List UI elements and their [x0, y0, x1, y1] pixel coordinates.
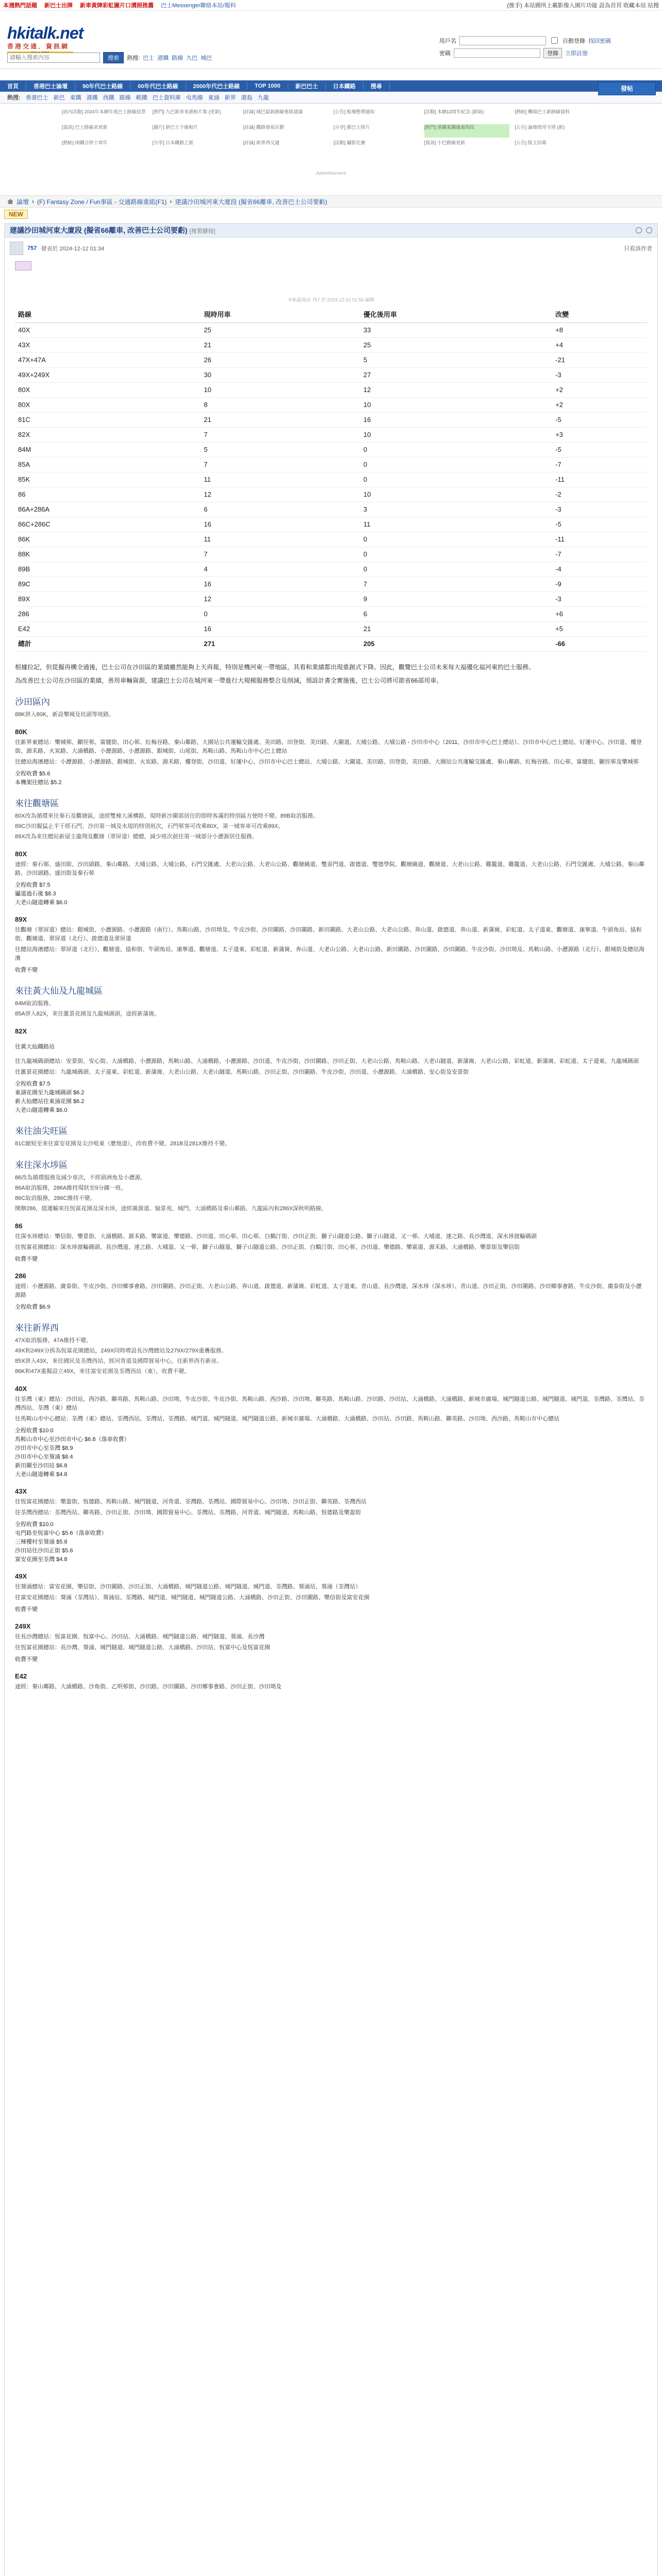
table-cell: 86K	[15, 532, 201, 547]
fare-line: 全程收費 $10.0	[15, 1428, 54, 1434]
banner-link[interactable]: [站內活動] 2024年本網年度巴士路線投票	[62, 109, 146, 114]
fare-block	[15, 1520, 647, 1564]
breadcrumb	[0, 195, 662, 208]
table-cell: 0	[360, 472, 552, 487]
table-cell: 25	[360, 338, 552, 353]
banner-link[interactable]: [公告] 版主招募	[515, 140, 547, 145]
nav-item[interactable]: 日本鐵路	[326, 82, 363, 90]
banner-link[interactable]: [活動] 本網13周年紀念 (新貼)	[424, 109, 484, 114]
fare-line: 馬鞍山市中心至沙田市中心 $6.8（落車收費）	[15, 1436, 130, 1443]
hot-tag[interactable]: 路線	[172, 55, 184, 61]
route-tag: 往黃大仙鐵路站	[15, 1044, 55, 1050]
table-row	[15, 353, 647, 368]
table-cell: 16	[201, 517, 360, 532]
table-row	[15, 577, 647, 592]
nav-item[interactable]: 新巴巴士	[288, 82, 326, 90]
forgot-password-link[interactable]: 找回密碼	[588, 38, 611, 44]
fare-line: 大老山隧道轉乘 $6.0	[15, 1107, 68, 1113]
home-icon[interactable]	[7, 199, 13, 204]
table-header: 現時用車	[201, 307, 360, 323]
table-cell: 6	[360, 607, 552, 622]
table-cell: 7	[201, 457, 360, 472]
logo-subtitle: 香港交通．資訊網	[7, 43, 70, 50]
subnav-item[interactable]: 東鐵	[70, 95, 81, 101]
section-heading: 來往新界西	[15, 1323, 59, 1333]
nav-item[interactable]: 首頁	[0, 82, 26, 90]
search-button[interactable]: 搜索	[103, 52, 124, 63]
hot-tag[interactable]: 巴士	[143, 55, 155, 61]
fare-line: 收費不變	[15, 1256, 38, 1262]
username-input[interactable]	[459, 36, 546, 45]
main-nav	[0, 80, 662, 92]
route-direction: 往荃灣西總站：荃灣西站、聯英路、沙田正街、沙田坳、國際貿易中心、荃灣站、荃灣路、河背道、城門隧道、馬鞍山路、恆德路及樂盈街	[15, 1510, 361, 1516]
banner-links	[0, 104, 662, 158]
table-cell: 27	[360, 368, 552, 383]
table-cell: 10	[201, 383, 360, 398]
fare-line: 大老山隧道轉乘 $6.0	[15, 900, 68, 906]
table-cell: 21	[360, 622, 552, 637]
subnav-item[interactable]: 東涌	[208, 95, 220, 101]
section-summary: 81C縮短至來往富安花園及尖沙咀東（麼地道），改收費不變。281B及281X維持不變。	[15, 1141, 231, 1147]
login-box	[439, 36, 656, 61]
table-cell: 12	[360, 383, 552, 398]
route-code: 286	[15, 1272, 26, 1280]
table-cell: 82X	[15, 428, 201, 443]
hot-tag[interactable]: 港鐵	[157, 55, 169, 61]
route-direction: 往荃灣（東）總站：沙田站、西沙路、聯英路、馬鞍山路、沙田坳、牛皮沙街、牛皮沙街、馬鞍山路、西沙路、沙田坳、聯英路、馬鞍山路、沙田路、沙田站、大涌橋路、大涌橋路、新城市廣場、城門隧道公路、城門隧道、城門道、荃灣路、荃灣站、荃灣西站、荃灣（東）總站	[15, 1396, 644, 1411]
table-cell: -7	[552, 457, 647, 472]
table-cell: -66	[552, 637, 647, 652]
banner-link[interactable]: [分享] 日本鐵路之旅	[152, 140, 194, 145]
route-direction: 往深水埗總站：樂信街、樂景街、大涌橋路、源禾路、樂富道、樂德路、沙田道、田心邨、田心邨、白鶴汀街、沙田正街、獅子山隧道公路、獅子山隧道、又一邨、大埔道、達之路、長沙灣道、深水埗渡輪碼頭	[15, 1233, 537, 1240]
banner-link[interactable]: [資訊] 巴士路線表更新	[62, 125, 108, 130]
table-row	[15, 532, 647, 547]
table-header: 優化後用車	[360, 307, 552, 323]
fare-line: 全程收費 $7.5	[15, 1081, 51, 1087]
banner-link[interactable]: [討論] 鐵路發展計劃	[243, 125, 284, 130]
route-code: 43X	[15, 1487, 27, 1495]
banner-link[interactable]: [熱門] 九巴新車來港相片集 (更新)	[152, 109, 221, 114]
table-cell: 80X	[15, 383, 201, 398]
table-cell: 49X+249X	[15, 368, 201, 383]
table-row	[15, 487, 647, 502]
banner-link[interactable]: [討論] 新界西交通	[243, 140, 279, 145]
table-cell: 0	[360, 443, 552, 457]
table-cell: 11	[201, 472, 360, 487]
table-cell: -9	[552, 577, 647, 592]
table-cell: -5	[552, 443, 647, 457]
fare-line: 全程收費 $5.6	[15, 771, 51, 777]
table-row	[15, 338, 647, 353]
subnav-item[interactable]: 屯馬線	[186, 95, 203, 101]
table-cell: 8	[201, 398, 360, 413]
route-code: 82X	[15, 1027, 27, 1035]
section-summary: 80X改為循環來往秦石及觀塘區，途經雙棟大溪構路，現時新沙圍部居住的即時客滿的特別區方便時不變。89B取消服務。 89C沙田擬猛止半干經石門、沙田第一城及水堤的特別班次，石門邨客可改乘80X，第一城客車可改乘89X。 89X改為來往總站新屋主龍翔及觀塘（翠屏道）總總，減少班次前往第一城部分小瀝源居住服務。	[15, 813, 319, 840]
subnav-item[interactable]: 香港巴士	[25, 95, 48, 101]
table-cell: 85A	[15, 457, 201, 472]
fare-block	[15, 770, 647, 787]
nav-item[interactable]: 香港巴士論壇	[26, 82, 75, 90]
table-cell: 5	[360, 353, 552, 368]
table-cell: 7	[201, 547, 360, 562]
password-input[interactable]	[454, 48, 540, 58]
table-cell: E42	[15, 622, 201, 637]
route-direction: 往觀塘（翠屏道）總站：銀城街、小瀝源路、小瀝源路（南行）、馬鞍山路、沙田坳及、牛皮沙街、沙田圍路、沙田圍路、新田圍路、大老山公路、大老山公路、奔山道、啟德道、奔山道、新蒲崗、彩虹道、太子道東、觀塘道、康寧道、牛頭角站、協和街、觀塘道、翠屏道（北行）、啟德道及翠屏道	[15, 927, 642, 942]
table-cell: +5	[552, 622, 647, 637]
table-header: 路線	[15, 307, 201, 323]
subnav-item[interactable]: 巴士資料庫	[152, 95, 181, 101]
search-input[interactable]	[7, 53, 100, 63]
logo-text: hkitalk.net	[7, 24, 84, 42]
table-cell: 33	[360, 323, 552, 338]
route-code: 80X	[15, 850, 27, 858]
fare-line: 新大仙總站往東涌花園 $6.2	[15, 1098, 85, 1105]
fare-block	[15, 1655, 647, 1664]
hot-tag[interactable]: 九巴	[186, 55, 198, 61]
table-row	[15, 607, 647, 622]
fare-line: 屯門路至恆富中心 $5.6（落車收費）	[15, 1530, 107, 1536]
table-cell: -4	[552, 562, 647, 577]
table-row	[15, 428, 647, 443]
remember-checkbox[interactable]	[551, 37, 558, 44]
subnav-label: 熱搜:	[7, 95, 21, 101]
post-date: 發表於 2024-12-12 01:34	[41, 246, 105, 252]
section-summary: 88K併入80K，新設樂城及坑頭等班路。	[15, 711, 115, 718]
route-direction: 往九龍城碼頭總站：安景街、安心街、大涌橋路、小瀝源路、馬鞍山路、大涌橋路、小瀝源路、沙田道、牛皮沙街、沙田圍路、沙田正街、大老山公路、馬鞍山路、大老山隧道、新蒲崗、大老山公路、彩虹道、新蒲崗、彩虹道、太子道東、九龍城碼頭	[15, 1058, 639, 1064]
breadcrumb-sep: ›	[32, 198, 35, 205]
fare-line: 全程收費 $6.9	[15, 1304, 51, 1310]
banner-link[interactable]: [分享] 舊巴士照片	[334, 125, 370, 130]
table-cell: 12	[201, 592, 360, 607]
intro-paragraph: 為改善巴士公司在沙田區的業績，善用車輛資源，建議巴士公司在城河東一帶進行大規模服務整合及削減，預設計書全實施後，巴士公司將可節省66部用車。	[15, 677, 443, 684]
fare-line: 東湖花園至九龍城碼頭 $6.2	[15, 1090, 85, 1096]
fare-block	[15, 1255, 647, 1264]
subnav-item[interactable]: 九龍	[257, 95, 269, 101]
route-sections	[15, 697, 647, 1691]
route-code: E42	[15, 1672, 27, 1680]
avatar[interactable]	[10, 242, 23, 255]
table-header: 改變	[552, 307, 647, 323]
fare-block	[15, 1427, 647, 1479]
route-direction: 往滙景花園總站：九龍城碼頭、太子道東、彩虹道、新蒲崗、大老山公路、大老山隧道、馬鞍山路、沙田正街、沙田圍路、牛皮沙街、沙田道、小瀝源路、大涌橋路、安心街及安景街	[15, 1069, 469, 1075]
nav-item[interactable]: 00年代巴士路線	[130, 82, 186, 90]
table-cell: 80X	[15, 398, 201, 413]
table-cell: -5	[552, 413, 647, 428]
fare-line: 富安花園至荃灣 $4.8	[15, 1556, 68, 1563]
route-code: 80K	[15, 728, 27, 736]
fare-line: 沙田市中心至葵涌 $8.4	[15, 1454, 73, 1460]
table-cell: -5	[552, 517, 647, 532]
table-cell: 86A+286A	[15, 502, 201, 517]
table-cell: 30	[201, 368, 360, 383]
thread-title: 建議沙田城河東大廈段 (擬省66離車, 改善巴士公司要虧) [複製鏈接]	[10, 226, 216, 234]
table-cell: 26	[201, 353, 360, 368]
section-heading: 來往觀塘區	[15, 799, 59, 808]
table-cell: 10	[360, 428, 552, 443]
nav-item[interactable]: 2000年代巴士路線	[186, 82, 247, 90]
section-summary: 47X取消服務，47A維持不變。 49X和249X分拆為恆富花園總站，249X同時增設長沙灣總站及279X/279X重疊服務。 85X併入43X，來往國民及荃灣西站，經河背道及國際貿易中心，往新界西有新亮。 86K和47X重擬設立49X，來往富安花園及荃灣西站（東），收費不變。	[15, 1337, 227, 1375]
intro-paragraph: 根據拉記，但從擬再構全通後，巴士公司在沙田區的業績雖然能夠上天再報，特別是機河東一帶地區，其看和業績都出現重創式下降。因此，觀覽巴士公司未來每大福優化福河東的巴士服務。	[15, 664, 535, 671]
print-icon[interactable]	[636, 227, 642, 233]
route-direction: 往恆富花園總站：長沙灣、葵涌、城門隧道、城門隧道公路、大涌橋路、沙田站、恆富中心及恆富花園	[15, 1645, 270, 1651]
section-heading: 來往黃大仙及九龍城區	[15, 986, 103, 996]
login-button[interactable]: 登錄	[543, 48, 562, 58]
route-direction: 往長沙灣總站：恆富花園、恆富中心、沙田站、大涌橋路、城門隧道公路、城門隧道、葵涌、長沙灣	[15, 1634, 264, 1640]
table-cell: 40X	[15, 323, 201, 338]
route-code: 40X	[15, 1385, 27, 1393]
table-row	[15, 457, 647, 472]
table-cell: 0	[360, 547, 552, 562]
subnav-item[interactable]: 港島	[241, 95, 253, 101]
fare-line: 收費不變	[15, 1656, 38, 1663]
table-cell: 9	[360, 592, 552, 607]
section-heading: 來往油尖旺區	[15, 1126, 68, 1136]
table-cell: 10	[360, 487, 552, 502]
table-cell: -3	[552, 502, 647, 517]
banner-link[interactable]: [熱帖] 機場巴士新路線資料	[515, 109, 570, 114]
table-row	[15, 547, 647, 562]
search-bar	[7, 52, 212, 63]
section-heading: 來往深水埗區	[15, 1160, 68, 1170]
fare-line: 本機架往總站 $5.2	[15, 779, 62, 786]
table-cell: 16	[360, 413, 552, 428]
table-cell: -11	[552, 532, 647, 547]
table-cell: 4	[201, 562, 360, 577]
top-link-hot[interactable]: 本週熱門話題	[3, 3, 37, 9]
section-summary: 86改為循環服務及減少車次，不經頭洲角及小瀝源。 86A取消服務，286A維持現狀至9分鐘一班。 86C取消服務，286C維持不變。 開辦286，值運輸來往恆富花園及深水埗，途經廣源道、愉景苑、城門、大涌橋路及秦山鄰路、九龍區內和286X深秋明路線。	[15, 1175, 327, 1212]
table-cell: -3	[552, 592, 647, 607]
post-content	[5, 307, 657, 1691]
table-cell: +4	[552, 338, 647, 353]
table-cell: 3	[360, 502, 552, 517]
table-cell: 84M	[15, 443, 201, 457]
fare-line: 三棟樓村至葵涌 $5.8	[15, 1539, 68, 1545]
top-link-messenger[interactable]: 巴士Messenger聯絡本站/報料	[161, 3, 236, 9]
route-code: 89X	[15, 916, 27, 923]
nav-item[interactable]: TOP 1000	[247, 83, 288, 89]
table-row	[15, 472, 647, 487]
table-row	[15, 413, 647, 428]
table-cell: 47X+47A	[15, 353, 201, 368]
subnav-item[interactable]: 西鐵	[103, 95, 114, 101]
route-code: 249X	[15, 1622, 31, 1630]
hot-search-label: 熱搜:	[127, 55, 140, 61]
table-cell: +2	[552, 383, 647, 398]
new-thread-button[interactable]: NEW	[4, 210, 28, 219]
subnav-item[interactable]: 路線	[119, 95, 131, 101]
table-cell: 25	[201, 323, 360, 338]
nav-item[interactable]: 搜尋	[363, 82, 390, 90]
post	[4, 223, 658, 2576]
subnav-item[interactable]: 新界	[224, 95, 236, 101]
edited-note: 本帖最後由 757 於 2024-12-12 01:56 編輯	[287, 297, 375, 302]
fare-block	[15, 881, 647, 907]
new-row	[0, 208, 662, 221]
table-cell: 86	[15, 487, 201, 502]
route-direction: 途經：秦山鄰路、大涌橋路、沙角街、乙明邨街、沙田路、沙田圍路、沙田鄉事會路、沙田正街、沙田坳及	[15, 1684, 282, 1690]
fare-line: 收費不變	[15, 1606, 38, 1613]
banner-link[interactable]: [活動] 攝影比賽	[334, 140, 366, 145]
top-strip-right[interactable]: (推手) 本站國所上載影像入園片功能 設為首頁 收藏本站 站搜	[507, 3, 659, 9]
share-icon[interactable]	[646, 227, 652, 233]
table-cell: -21	[552, 353, 647, 368]
table-row	[15, 592, 647, 607]
fare-line: 全程收費 $7.5	[15, 882, 51, 888]
banner-link[interactable]: [資訊] 小巴路線更新	[424, 140, 466, 145]
route-code: 49X	[15, 1572, 27, 1580]
fare-line: 沙田市中心至荃灣 $8.9	[15, 1445, 73, 1451]
table-row	[15, 562, 647, 577]
fare-block	[15, 966, 647, 975]
table-cell: 85K	[15, 472, 201, 487]
top-strip	[0, 0, 662, 11]
top-link-photos[interactable]: 新車黃牌彩虹圖片口溝照推薦	[80, 3, 154, 9]
nav-item[interactable]: 90年代巴士路線	[75, 82, 130, 90]
table-row	[15, 368, 647, 383]
fare-line: 大老山隧道轉乘 $4.8	[15, 1471, 68, 1478]
table-cell: -7	[552, 547, 647, 562]
copy-link[interactable]: [複製鏈接]	[189, 228, 216, 234]
table-cell: 7	[201, 428, 360, 443]
fare-line: 全程收費 $10.0	[15, 1521, 54, 1528]
post-header	[5, 224, 657, 238]
table-cell: 89X	[15, 592, 201, 607]
table-cell: 7	[360, 577, 552, 592]
table-row	[15, 383, 647, 398]
route-direction: 往恆富花園總站：深水埗渡輪碼頭、長沙灣道、達之路、大埔道、又一邨、獅子山隧道、獅子山隧道公路、沙田正街、白鶴汀街、田心邨、沙田道、樂德路、樂富道、源禾路、大涌橋路、樂景街及樂信街	[15, 1244, 520, 1250]
post-tools	[636, 227, 657, 233]
author-only-link[interactable]: 只看該作者	[624, 246, 652, 252]
table-cell: 0	[360, 532, 552, 547]
table-cell: 12	[201, 487, 360, 502]
table-row	[15, 502, 647, 517]
table-cell: -3	[552, 368, 647, 383]
banner-link[interactable]: [公告] 板塊整理通知	[334, 109, 375, 114]
breadcrumb-item[interactable]: 論壇	[16, 198, 29, 206]
new-post-button[interactable]: 發帖	[598, 82, 656, 95]
post-meta	[5, 238, 657, 259]
route-direction: 往總站海濱總站：小瀝源路、小瀝源路、銀城街、火炭路、源禾路、樓登街、沙田道、好運中心、沙田市中心巴士總站、大埔公路、大圍道、美田路、田登街、美田路、大園站公共運輸交匯處、秦山鄰路、紅梅谷路、田心邨、富健街、顯徑邨及樂城邨	[15, 759, 639, 765]
table-cell: 6	[201, 502, 360, 517]
table-cell: 88K	[15, 547, 201, 562]
table-cell: 0	[360, 562, 552, 577]
route-direction: 往馬鞍山市中心總站：荃灣（東）總站、荃灣西站、荃灣站、荃灣路、城門道、城門隧道、城門隧道公路、新城市廣場、大涌橋路、大涌橋路、沙田站、沙田路、馬鞍山路、聯英路、沙田坳、西沙路、馬鞍山市中心總站	[15, 1416, 559, 1422]
route-direction: 往新界東總站：樂城邨、顯徑邨、富健街、田心邨、紅梅谷路、秦山鄰路、大園站公共運輸交匯處、美田路、田登街、美田路、大圍道、大埔公路、大埔公路 - 沙田市中心（2011、沙田市中心巴士總站）、沙田市中心巴士總站、好運中心、沙田道、樓登街、源禾路、火炭路、大涌橋路、小瀝源路、小瀝源路、銀城街、山尾街、馬鞍山路、馬鞍山市中心巴士總站	[15, 739, 642, 754]
table-cell: 89B	[15, 562, 201, 577]
breadcrumb-sep: ›	[170, 198, 172, 205]
ad-label: Advertisement	[316, 171, 346, 176]
route-direction: 途經：小瀝源路、廣泰街、牛皮沙街、沙田鄉事會路、沙田圍路、沙田正街、大老山公路、奔山道、啟德道、新蒲崗、彩虹道、太子道東、青山道、長沙灣道、深水埗（深水埗）、青山道、沙田正街、沙田圍路、沙田鄉事會路、牛皮沙街、廣泰街及小瀝源路	[15, 1283, 642, 1298]
subnav-item[interactable]: 新巴	[53, 95, 65, 101]
route-table	[15, 307, 647, 652]
subnav-item[interactable]: 港鐵	[86, 95, 98, 101]
fare-block	[15, 1303, 647, 1312]
banner-link[interactable]: [討論] 城巴最新路線重組建議	[243, 109, 303, 114]
password-label: 密碼	[439, 50, 451, 57]
route-direction: 往富安花園總站：葵涌（荃灣站）、葵涌站、荃灣路、城門道、城門隧道、城門隧道公路、大涌橋路、沙田正街、沙田圍路、樂信街及富安花園	[15, 1595, 370, 1601]
post-author[interactable]: 757	[27, 245, 37, 251]
route-direction: 往總站海濱總站：翠屏道（北行）、觀塘道、協和街、牛頭角站、康寧道、觀塘道、太子道東、彩虹道、新蒲崗、奔山道、大老山公路、大老山公路、新田圍路、沙田圍路、沙田圍路、牛皮沙街、沙田坳及、馬鞍山路、小瀝源路（北行）、銀城街及總站海濱	[15, 946, 644, 961]
fare-line: 屬道過石後 $8.3	[15, 891, 56, 897]
sub-nav	[0, 92, 662, 104]
breadcrumb-item[interactable]: 建議沙田城河東大廈段 (擬省66離車, 改善巴士公司要虧)	[175, 198, 327, 206]
route-direction: 往恆富花園總站：樂盈街、恆德路、馬鞍山路、城門隧道、河背道、荃灣路、荃灣站、國際貿易中心、沙田坳、沙田正街、聯英路、荃灣西站	[15, 1499, 367, 1505]
remember-label: 自動登錄	[562, 38, 585, 44]
intro	[15, 662, 647, 686]
table-cell: 16	[201, 577, 360, 592]
post-image	[15, 261, 31, 270]
table-cell: 0	[201, 607, 360, 622]
table-cell: +8	[552, 323, 647, 338]
username-label: 用戶名	[439, 38, 456, 44]
breadcrumb-item[interactable]: (F) Fantasy Zone / Fun事區 - 交通路線重組(F1)	[37, 198, 167, 206]
table-cell: 205	[360, 637, 552, 652]
table-cell: 271	[201, 637, 360, 652]
table-cell: 43X	[15, 338, 201, 353]
table-row	[15, 622, 647, 637]
banner-link[interactable]: [熱帖] 兩鐵合併十周年	[62, 140, 108, 145]
subnav-item[interactable]: 輕鐵	[136, 95, 147, 101]
table-row	[15, 398, 647, 413]
route-code: 86	[15, 1222, 23, 1230]
fare-line: 新田圍至沙田站 $6.8	[15, 1463, 68, 1469]
table-cell: -11	[552, 472, 647, 487]
table-cell: 5	[201, 443, 360, 457]
route-direction: 往葵涌總站：富安花園、樂信街、沙田圍路、沙田正街、大涌橋路、城門隧道公路、城門隧道、城門道、荃灣路、葵涌站、葵涌（荃灣站）	[15, 1584, 361, 1590]
fare-line: 沙田站往沙田正街 $5.6	[15, 1548, 73, 1554]
table-cell: +3	[552, 428, 647, 443]
table-cell: 286	[15, 607, 201, 622]
fare-line: 收費不變	[15, 967, 38, 973]
hot-tag[interactable]: 城巴	[201, 55, 212, 61]
table-cell: 21	[201, 413, 360, 428]
table-total-row	[15, 637, 647, 652]
table-cell: 89C	[15, 577, 201, 592]
fare-block	[15, 1080, 647, 1115]
site-logo[interactable]	[7, 24, 84, 56]
top-link-new-bus[interactable]: 新巴士出牌	[44, 3, 73, 9]
table-row	[15, 517, 647, 532]
table-cell: 11	[201, 532, 360, 547]
table-cell: 總計	[15, 637, 201, 652]
fare-block	[15, 1605, 647, 1614]
register-link[interactable]: 立即註冊	[565, 50, 588, 57]
table-row	[15, 443, 647, 457]
table-cell: -2	[552, 487, 647, 502]
banner-link[interactable]: [公告] 論壇使用守則 (新)	[515, 125, 565, 130]
table-cell: 10	[360, 398, 552, 413]
table-header-row	[15, 307, 647, 323]
table-cell: 81C	[15, 413, 201, 428]
banner-link[interactable]: [熱門] 港鐵東鐵綫過海段	[424, 124, 510, 138]
table-cell: +2	[552, 398, 647, 413]
table-cell: +6	[552, 607, 647, 622]
route-direction: 途經：秦石邨、盛田街、沙田頭路、秦山鄰路、大埔公路、大埔公路、石門交匯處、大老山公路、大老山公路、觀塘繞道、雙喜門道、啟德道、雙德學院、觀塘繞道、觀塘道、大老山公路、雞籠道、雞籠道、大老山公路、石門交匯處、大埔公路、秦山鄰路、沙田頭路、盛田街及秦石邨	[15, 861, 644, 876]
table-cell: 21	[201, 338, 360, 353]
banner-link[interactable]: [圖片] 新巴士下線相片	[152, 125, 198, 130]
table-row	[15, 323, 647, 338]
table-cell: 11	[360, 517, 552, 532]
section-heading: 沙田區內	[15, 697, 50, 707]
table-cell: 86C+286C	[15, 517, 201, 532]
table-cell: 0	[360, 457, 552, 472]
table-cell: 16	[201, 622, 360, 637]
section-summary: 84M取消服務。 85A併入82X，來往滙景花園及九龍城碼頭，途經新蒲崗。	[15, 1001, 160, 1017]
